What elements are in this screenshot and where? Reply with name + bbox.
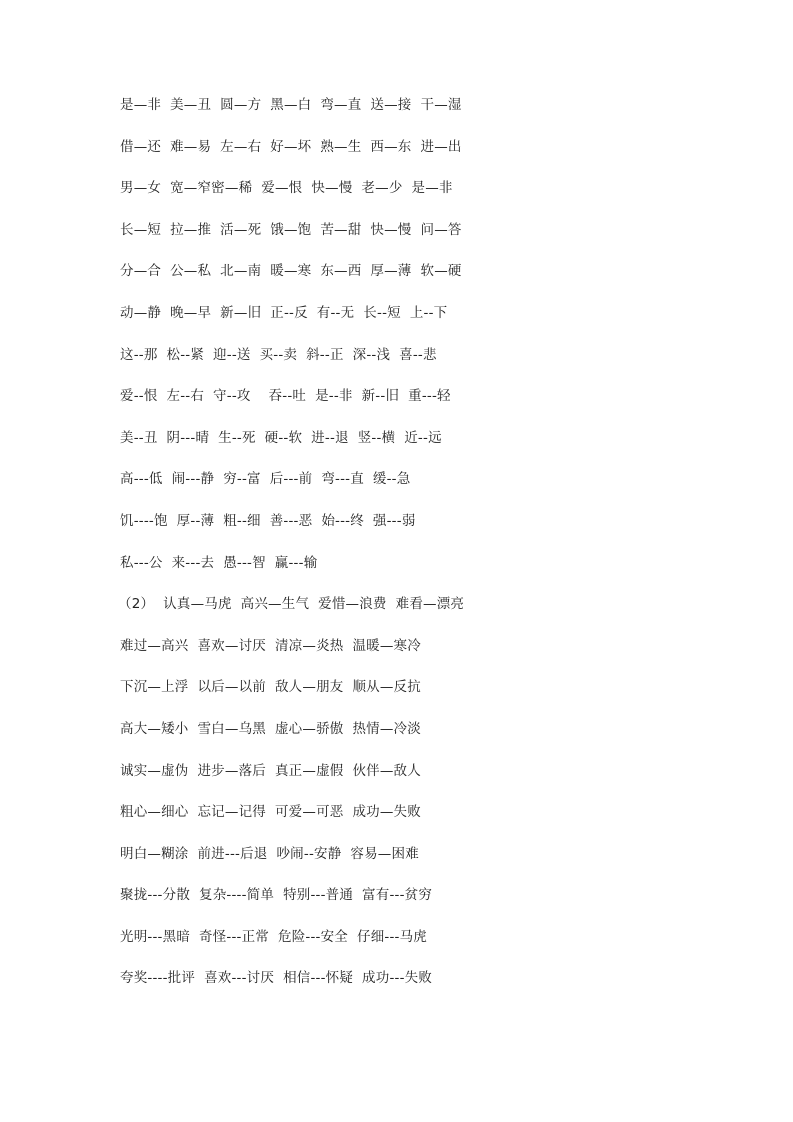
text-line-5: 分—合 公—私 北—南 暖—寒 东—西 厚—薄 软—硬: [120, 263, 462, 280]
text-line-8: 爱--恨 左--右 守--攻 吞--吐 是--非 新--旧 重---轻: [120, 388, 451, 405]
text-line-1: 是—非 美—丑 圆—方 黑—白 弯—直 送—接 干—湿: [120, 97, 462, 113]
text-line-12: 私---公 来---去 愚---智 赢---输: [120, 554, 318, 571]
text-line-15: 下沉—上浮 以后—以前 敌人—朋友 顺从—反抗: [120, 679, 421, 696]
text-line-14: 难过—高兴 喜欢—讨厌 清凉—炎热 温暖—寒冷: [120, 637, 421, 654]
text-line-16: 高大—矮小 雪白—乌黑 虚心—骄傲 热情—冷淡: [120, 720, 421, 737]
text-line-17: 诚实—虚伪 进步—落后 真正—虚假 伙伴—敌人: [120, 762, 421, 779]
text-line-11: 饥----饱 厚--薄 粗--细 善---恶 始---终 强---弱: [120, 512, 416, 529]
text-line-19: 明白—糊涂 前进---后退 吵闹--安静 容易—困难: [120, 845, 419, 862]
text-line-3: 男—女 宽—窄密—稀 爱—恨 快—慢 老—少 是—非: [120, 180, 453, 197]
text-line-20: 聚拢---分散 复杂----简单 特别---普通 富有---贫穷: [120, 887, 433, 904]
text-line-21: 光明---黑暗 奇怪---正常 危险---安全 仔细---马虎: [120, 928, 428, 945]
text-line-10: 高---低 闹---静 穷--富 后---前 弯---直 缓--急: [120, 471, 411, 488]
text-line-2: 借—还 难—易 左—右 好—坏 熟—生 西—东 进—出: [120, 138, 462, 155]
text-line-4: 长—短 拉—推 活—死 饿—饱 苦—甜 快—慢 问—答: [120, 221, 462, 238]
text-line-6: 动—静 晚—早 新—旧 正--反 有--无 长--短 上--下: [120, 304, 448, 321]
text-line-22: 夸奖----批评 喜欢---讨厌 相信---怀疑 成功---失败: [120, 970, 433, 987]
text-line-9: 美--丑 阴---晴 生--死 硬--软 进--退 竖--横 近--远: [120, 429, 442, 446]
section-2-heading-line: （2） 认真—马虎 高兴—生气 爱惜—浪费 难看—漂亮: [118, 596, 465, 613]
text-line-18: 粗心—细心 忘记—记得 可爱—可恶 成功—失败: [120, 804, 421, 821]
antonym-list: [120, 94, 720, 1009]
text-line-7: 这--那 松--紧 迎--送 买--卖 斜--正 深--浅 喜--悲: [120, 346, 437, 363]
